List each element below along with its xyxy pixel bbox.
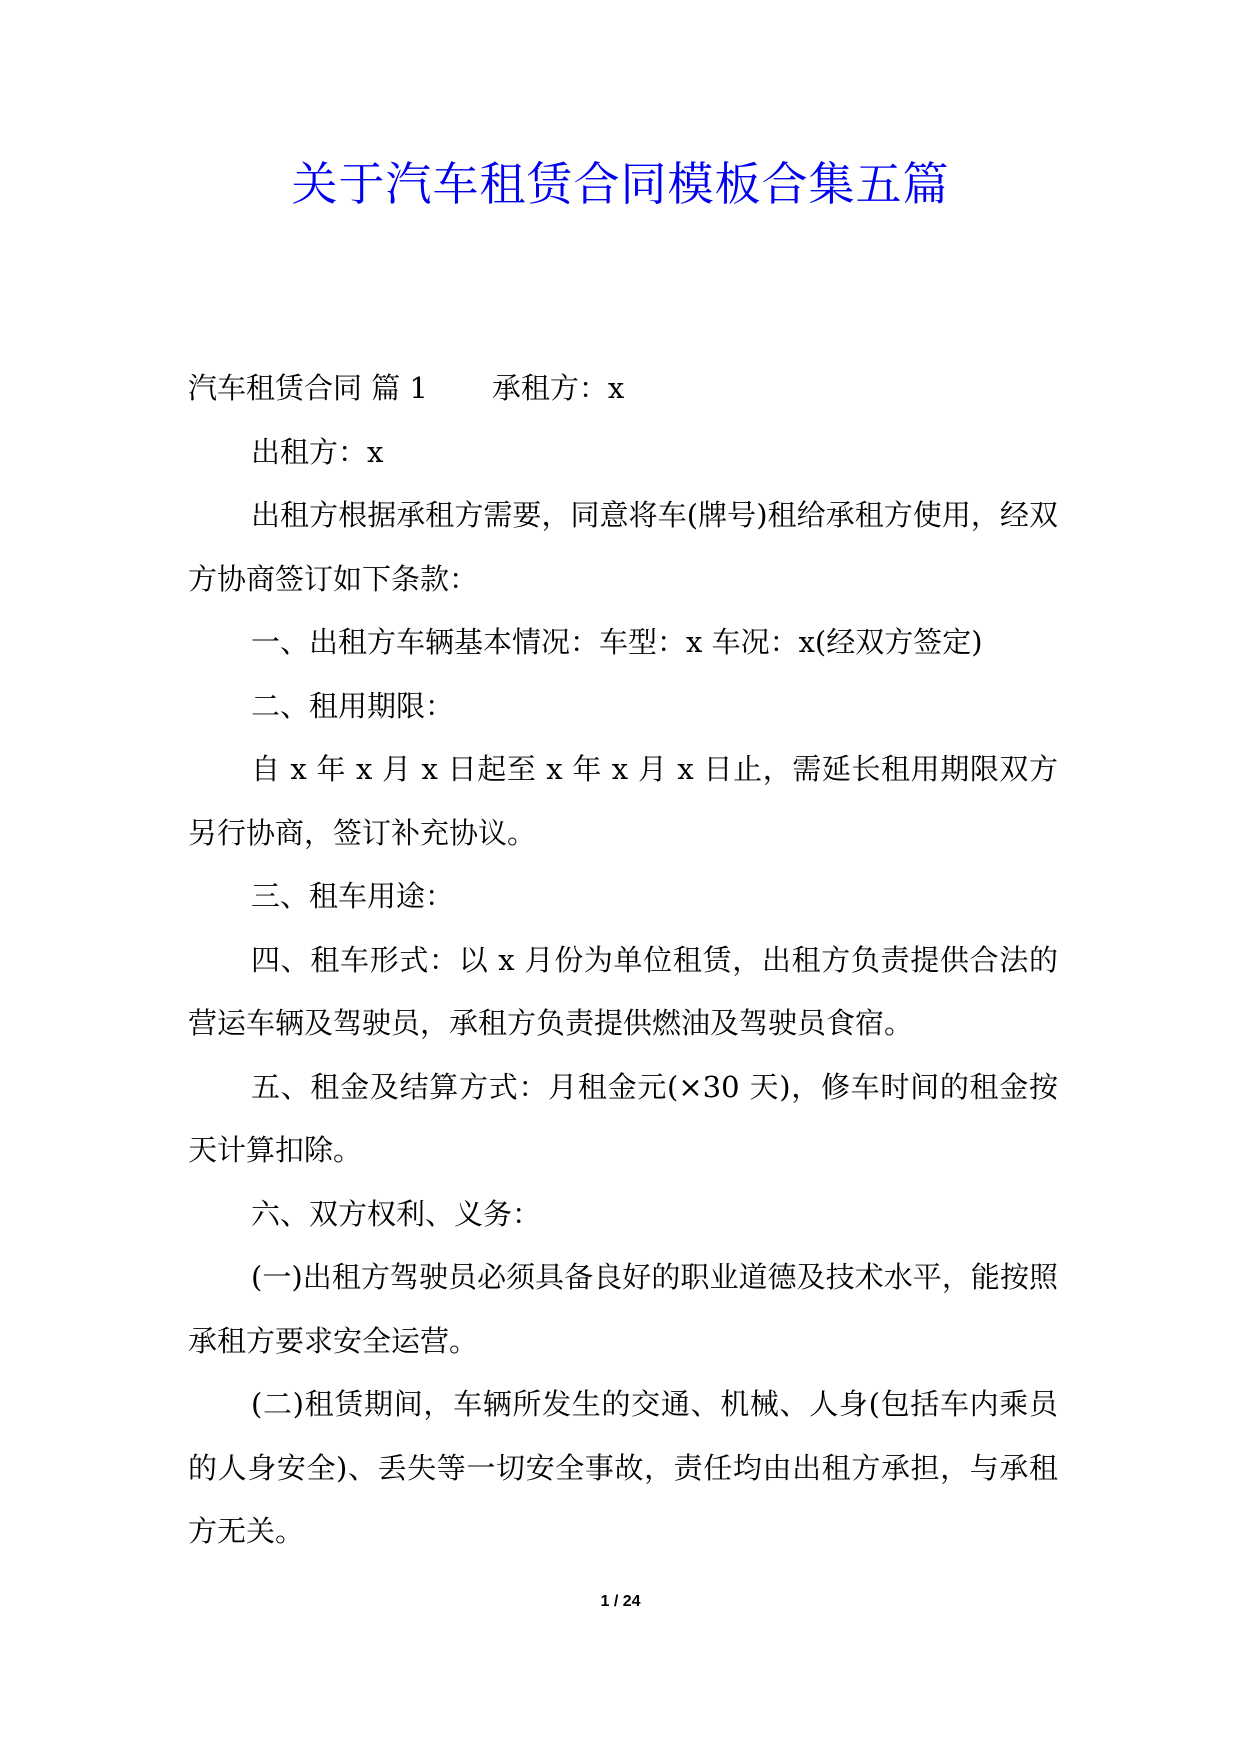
paragraph-rights-heading: 六、双方权利、义务：: [251, 1196, 542, 1231]
contract-section-label: 汽车租赁合同 篇 1: [188, 371, 428, 405]
page-number: 1 / 24: [600, 1593, 641, 1610]
paragraph-clause-1: (一)出租方驾驶员必须具备良好的职业道德及技术水平，能按照承租方要求安全运营。: [188, 1260, 1058, 1358]
paragraph-purpose-heading: 三、租车用途：: [251, 879, 455, 913]
document-body: [188, 357, 1058, 1564]
contract-header-line: [188, 357, 1058, 421]
paragraph-rent-settlement: 五、租金及结算方式：月租金元(×30 天)，修车时间的租金按天计算扣除。: [188, 1069, 1058, 1167]
paragraph-clause-2: (二)租赁期间，车辆所发生的交通、机械、人身(包括车内乘员的人身安全)、丢失等一切安全事故，责任均由出租方承担，与承租方无关。: [188, 1387, 1058, 1548]
lessee-label: 承租方：x: [491, 371, 625, 405]
paragraph-lessor: 出租方：x: [251, 434, 384, 469]
paragraph-vehicle-info: 一、出租方车辆基本情况：车型：x 车况：x(经双方签定): [251, 625, 983, 659]
paragraph-intro: 出租方根据承租方需要，同意将车(牌号)租给承租方使用，经双方协商签订如下条款：: [188, 498, 1058, 596]
document-title: 关于汽车租赁合同模板合集五篇: [291, 157, 950, 211]
paragraph-rental-form: 四、租车形式：以 x 月份为单位租赁，出租方负责提供合法的营运车辆及驾驶员，承租方负责提供燃油及驾驶员食宿。: [188, 942, 1058, 1040]
paragraph-term-heading: 二、租用期限：: [251, 688, 455, 723]
paragraph-term-detail: 自 x 年 x 月 x 日起至 x 年 x 月 x 日止，需延长租用期限双方另行协商，签订补充协议。: [188, 752, 1058, 850]
